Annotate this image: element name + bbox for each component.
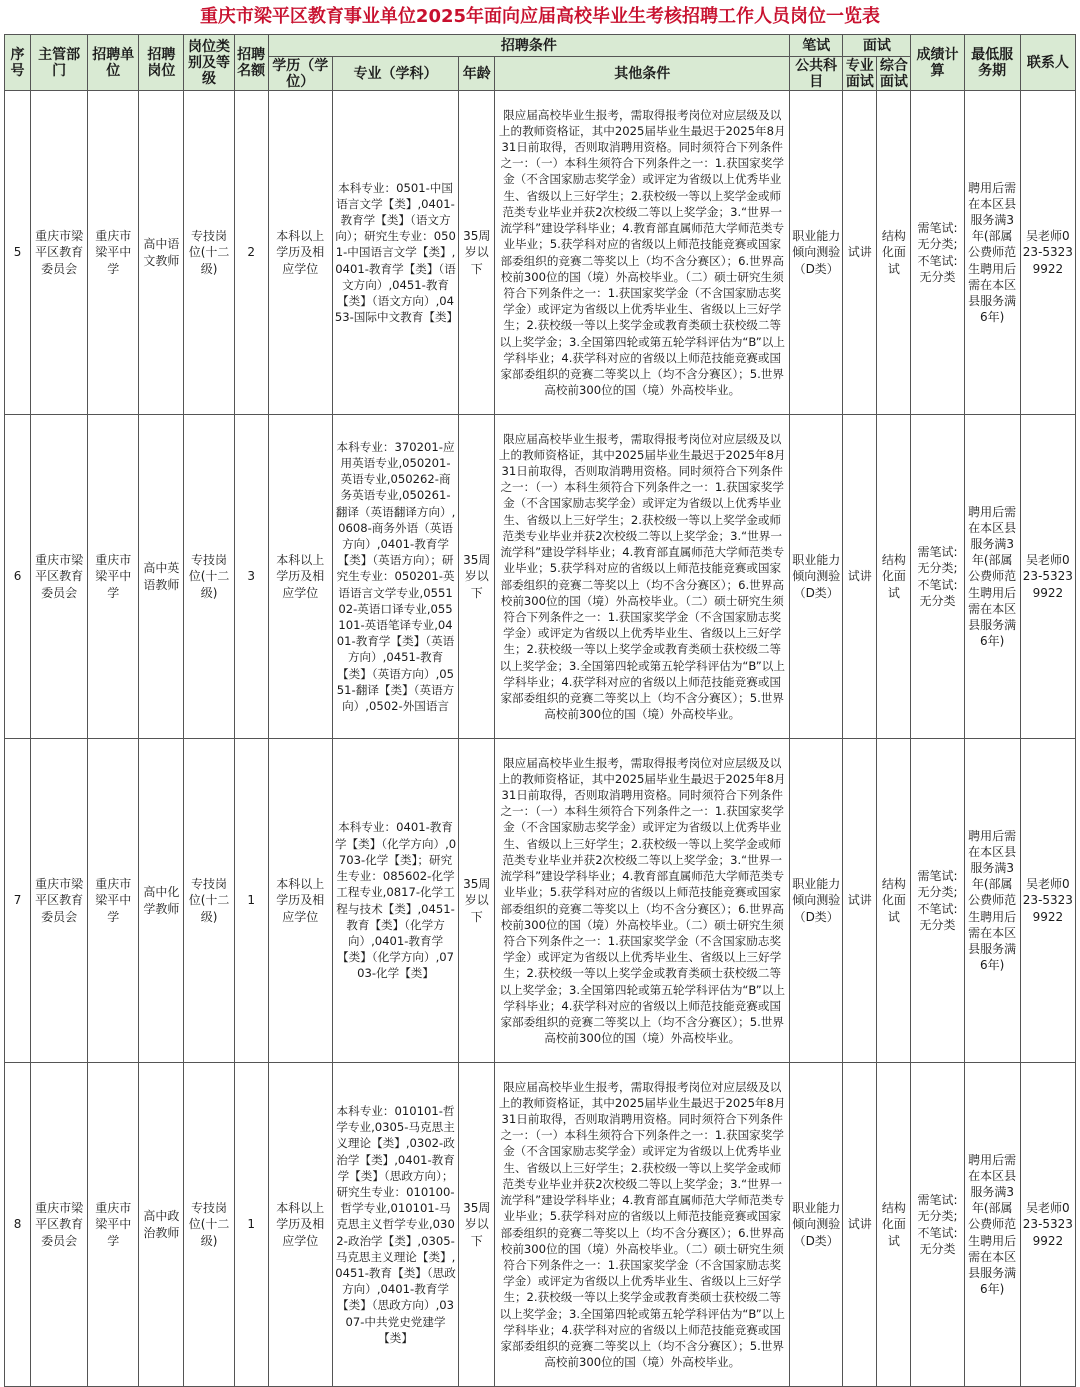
header-seq: 序号 bbox=[5, 35, 31, 91]
cell-major: 本科专业：0501-中国语言文学【类】,0401-教育学【类】（语文方向）；研究生专业：0501-中国语言文学【类】,0401-教育学【类】（语文方向）,0451-教育【类】（语文方向）,0453-国际中文教育【类】 bbox=[332, 91, 458, 415]
table-row bbox=[5, 91, 1076, 415]
header-public-subject: 公共科目 bbox=[790, 57, 843, 91]
cell-score: 需笔试:无分类;不笔试:无分类 bbox=[911, 1063, 964, 1387]
cell-post: 高中语文教师 bbox=[139, 91, 184, 415]
cell-age: 35周岁以下 bbox=[459, 415, 495, 739]
cell-pro-interview: 试讲 bbox=[843, 1063, 877, 1387]
cell-count: 2 bbox=[234, 91, 268, 415]
cell-age: 35周岁以下 bbox=[459, 91, 495, 415]
header-service: 最低服务期 bbox=[964, 35, 1020, 91]
cell-public-subject: 职业能力倾向测验（D类） bbox=[790, 415, 843, 739]
cell-edu: 本科以上学历及相应学位 bbox=[268, 739, 332, 1063]
cell-dept: 重庆市梁平区教育委员会 bbox=[31, 1063, 88, 1387]
header-written: 笔试 bbox=[790, 35, 843, 57]
cell-category: 专技岗位(十二级) bbox=[184, 91, 234, 415]
cell-edu: 本科以上学历及相应学位 bbox=[268, 1063, 332, 1387]
cell-service: 聘用后需在本区县服务满3年(部属公费师范生聘用后需在本区县服务满6年) bbox=[964, 91, 1020, 415]
cell-pro-interview: 试讲 bbox=[843, 415, 877, 739]
cell-public-subject: 职业能力倾向测验（D类） bbox=[790, 739, 843, 1063]
header-other: 其他条件 bbox=[495, 57, 790, 91]
cell-seq: 7 bbox=[5, 739, 31, 1063]
cell-count: 1 bbox=[234, 739, 268, 1063]
header-contact: 联系人 bbox=[1020, 35, 1075, 91]
header-edu: 学历（学位） bbox=[268, 57, 332, 91]
cell-dept: 重庆市梁平区教育委员会 bbox=[31, 91, 88, 415]
cell-major: 本科专业：010101-哲学专业,0305-马克思主义理论【类】,0302-政治学【类】,0401-教育学【类】（思政方向）；研究生专业：010100-哲学专业,010101-马克思主义哲学专业,0302-政治学【类】,0305-马克思主义理论【类】,0451-教育【类】（思政方向）,0401-教育学【类】（思政方向）,0307-中共党史党建学【类】 bbox=[332, 1063, 458, 1387]
page-title: 重庆市梁平区教育事业单位2025年面向应届高校毕业生考核招聘工作人员岗位一览表 bbox=[199, 6, 881, 27]
cell-unit: 重庆市梁平中学 bbox=[88, 91, 139, 415]
cell-pro-interview: 试讲 bbox=[843, 91, 877, 415]
cell-dept: 重庆市梁平区教育委员会 bbox=[31, 415, 88, 739]
cell-post: 高中化学教师 bbox=[139, 739, 184, 1063]
cell-contact: 吴老师023-53239922 bbox=[1020, 415, 1075, 739]
cell-score: 需笔试:无分类;不笔试:无分类 bbox=[911, 739, 964, 1063]
table-row bbox=[5, 739, 1076, 1063]
header-pro-interview: 专业面试 bbox=[843, 57, 877, 91]
cell-post: 高中政治教师 bbox=[139, 1063, 184, 1387]
cell-public-subject: 职业能力倾向测验（D类） bbox=[790, 1063, 843, 1387]
cell-age: 35周岁以下 bbox=[459, 739, 495, 1063]
header-age: 年龄 bbox=[459, 57, 495, 91]
cell-category: 专技岗位(十二级) bbox=[184, 1063, 234, 1387]
header-major: 专业（学科） bbox=[332, 57, 458, 91]
cell-post: 高中英语教师 bbox=[139, 415, 184, 739]
cell-contact: 吴老师023-53239922 bbox=[1020, 739, 1075, 1063]
cell-service: 聘用后需在本区县服务满3年(部属公费师范生聘用后需在本区县服务满6年) bbox=[964, 1063, 1020, 1387]
cell-edu: 本科以上学历及相应学位 bbox=[268, 91, 332, 415]
cell-other: 限应届高校毕业生报考，需取得报考岗位对应层级及以上的教师资格证，其中2025届毕业生最迟于2025年8月31日前取得，否则取消聘用资格。同时须符合下列条件之一：（一）本科生须符合下列条件之一：1.获国家奖学金（不含国家励志奖学金）或评定为省级以上优秀毕业生、省级以上三好学生；2.获校级一等以上奖学金或师范类专业毕业并获2次校级二等以上奖学金；3.“世界一流学科”建设学科毕业；4.教育部直属师范大学师范类专业毕业；5.获学科对应的省级以上师范技能竞赛或国家部委组织的竞赛二等奖以上（均不含分赛区）；6.世界高校前300位的国（境）外高校毕业。（二）硕士研究生须符合下列条件之一：1.获国家奖学金（不含国家励志奖学金）或评定为省级以上优秀毕业生、省级以上三好学生；2.获校级一等以上奖学金或教育类硕士获校级二等以上奖学金；3.全国第四轮或第五轮学科评估为“B”以上学科毕业；4.获学科对应的省级以上师范技能竞赛或国家部委组织的竞赛二等奖以上（均不含分赛区）；5.世界高校前300位的国（境）外高校毕业。 bbox=[495, 91, 790, 415]
header-comp-interview: 综合面试 bbox=[877, 57, 911, 91]
header-score: 成绩计算 bbox=[911, 35, 964, 91]
cell-unit: 重庆市梁平中学 bbox=[88, 415, 139, 739]
cell-score: 需笔试:无分类;不笔试:无分类 bbox=[911, 415, 964, 739]
cell-age: 35周岁以下 bbox=[459, 1063, 495, 1387]
cell-pro-interview: 试讲 bbox=[843, 739, 877, 1063]
header-count: 招聘名额 bbox=[234, 35, 268, 91]
cell-dept: 重庆市梁平区教育委员会 bbox=[31, 739, 88, 1063]
table-row bbox=[5, 415, 1076, 739]
cell-category: 专技岗位(十二级) bbox=[184, 415, 234, 739]
cell-seq: 6 bbox=[5, 415, 31, 739]
cell-comp-interview: 结构化面试 bbox=[877, 739, 911, 1063]
header-unit: 招聘单位 bbox=[88, 35, 139, 91]
cell-comp-interview: 结构化面试 bbox=[877, 415, 911, 739]
cell-contact: 吴老师023-53239922 bbox=[1020, 1063, 1075, 1387]
cell-contact: 吴老师023-53239922 bbox=[1020, 91, 1075, 415]
cell-unit: 重庆市梁平中学 bbox=[88, 1063, 139, 1387]
cell-comp-interview: 结构化面试 bbox=[877, 91, 911, 415]
cell-other: 限应届高校毕业生报考，需取得报考岗位对应层级及以上的教师资格证，其中2025届毕业生最迟于2025年8月31日前取得，否则取消聘用资格。同时须符合下列条件之一：（一）本科生须符合下列条件之一：1.获国家奖学金（不含国家励志奖学金）或评定为省级以上优秀毕业生、省级以上三好学生；2.获校级一等以上奖学金或师范类专业毕业并获2次校级二等以上奖学金；3.“世界一流学科”建设学科毕业；4.教育部直属师范大学师范类专业毕业；5.获学科对应的省级以上师范技能竞赛或国家部委组织的竞赛二等奖以上（均不含分赛区）；6.世界高校前300位的国（境）外高校毕业。（二）硕士研究生须符合下列条件之一：1.获国家奖学金（不含国家励志奖学金）或评定为省级以上优秀毕业生、省级以上三好学生；2.获校级一等以上奖学金或教育类硕士获校级二等以上奖学金；3.全国第四轮或第五轮学科评估为“B”以上学科毕业；4.获学科对应的省级以上师范技能竞赛或国家部委组织的竞赛二等奖以上（均不含分赛区）；5.世界高校前300位的国（境）外高校毕业。 bbox=[495, 739, 790, 1063]
cell-count: 3 bbox=[234, 415, 268, 739]
cell-service: 聘用后需在本区县服务满3年(部属公费师范生聘用后需在本区县服务满6年) bbox=[964, 739, 1020, 1063]
cell-edu: 本科以上学历及相应学位 bbox=[268, 415, 332, 739]
header-interview: 面试 bbox=[843, 35, 911, 57]
cell-count: 1 bbox=[234, 1063, 268, 1387]
header-row-1 bbox=[5, 35, 1076, 57]
cell-other: 限应届高校毕业生报考，需取得报考岗位对应层级及以上的教师资格证，其中2025届毕业生最迟于2025年8月31日前取得，否则取消聘用资格。同时须符合下列条件之一：（一）本科生须符合下列条件之一：1.获国家奖学金（不含国家励志奖学金）或评定为省级以上优秀毕业生、省级以上三好学生；2.获校级一等以上奖学金或师范类专业毕业并获2次校级二等以上奖学金；3.“世界一流学科”建设学科毕业；4.教育部直属师范大学师范类专业毕业；5.获学科对应的省级以上师范技能竞赛或国家部委组织的竞赛二等奖以上（均不含分赛区）；6.世界高校前300位的国（境）外高校毕业。（二）硕士研究生须符合下列条件之一：1.获国家奖学金（不含国家励志奖学金）或评定为省级以上优秀毕业生、省级以上三好学生；2.获校级一等以上奖学金或教育类硕士获校级二等以上奖学金；3.全国第四轮或第五轮学科评估为“B”以上学科毕业；4.获学科对应的省级以上师范技能竞赛或国家部委组织的竞赛二等奖以上（均不含分赛区）；5.世界高校前300位的国（境）外高校毕业。 bbox=[495, 1063, 790, 1387]
header-post: 招聘岗位 bbox=[139, 35, 184, 91]
cell-other: 限应届高校毕业生报考，需取得报考岗位对应层级及以上的教师资格证，其中2025届毕业生最迟于2025年8月31日前取得，否则取消聘用资格。同时须符合下列条件之一：（一）本科生须符合下列条件之一：1.获国家奖学金（不含国家励志奖学金）或评定为省级以上优秀毕业生、省级以上三好学生；2.获校级一等以上奖学金或师范类专业毕业并获2次校级二等以上奖学金；3.“世界一流学科”建设学科毕业；4.教育部直属师范大学师范类专业毕业；5.获学科对应的省级以上师范技能竞赛或国家部委组织的竞赛二等奖以上（均不含分赛区）；6.世界高校前300位的国（境）外高校毕业。（二）硕士研究生须符合下列条件之一：1.获国家奖学金（不含国家励志奖学金）或评定为省级以上优秀毕业生、省级以上三好学生；2.获校级一等以上奖学金或教育类硕士获校级二等以上奖学金；3.全国第四轮或第五轮学科评估为“B”以上学科毕业；4.获学科对应的省级以上师范技能竞赛或国家部委组织的竞赛二等奖以上（均不含分赛区）；5.世界高校前300位的国（境）外高校毕业。 bbox=[495, 415, 790, 739]
header-dept: 主管部门 bbox=[31, 35, 88, 91]
cell-score: 需笔试:无分类;不笔试:无分类 bbox=[911, 91, 964, 415]
cell-service: 聘用后需在本区县服务满3年(部属公费师范生聘用后需在本区县服务满6年) bbox=[964, 415, 1020, 739]
table-row bbox=[5, 1063, 1076, 1387]
cell-major: 本科专业：0401-教育学【类】（化学方向）,0703-化学【类】；研究生专业：085602-化学工程专业,0817-化学工程与技术【类】,0451-教育【类】（化学方向）,0401-教育学【类】（化学方向）,0703-化学【类】 bbox=[332, 739, 458, 1063]
header-conditions: 招聘条件 bbox=[268, 35, 789, 57]
cell-comp-interview: 结构化面试 bbox=[877, 1063, 911, 1387]
recruitment-table bbox=[4, 34, 1076, 1387]
cell-category: 专技岗位(十二级) bbox=[184, 739, 234, 1063]
cell-public-subject: 职业能力倾向测验（D类） bbox=[790, 91, 843, 415]
cell-seq: 8 bbox=[5, 1063, 31, 1387]
cell-major: 本科专业：370201-应用英语专业,050201-英语专业,050262-商务英语专业,050261-翻译（英语翻译方向）,0608-商务外语（英语方向）,0401-教育学【类】（英语方向）；研究生专业：050201-英语语言文学专业,055102-英语口译专业,055101-英语笔译专业,0401-教育学【类】（英语方向）,0451-教育【类】（英语方向）,0551-翻译【类】（英语方向）,0502-外国语言 bbox=[332, 415, 458, 739]
cell-unit: 重庆市梁平中学 bbox=[88, 739, 139, 1063]
cell-seq: 5 bbox=[5, 91, 31, 415]
header-category: 岗位类别及等级 bbox=[184, 35, 234, 91]
